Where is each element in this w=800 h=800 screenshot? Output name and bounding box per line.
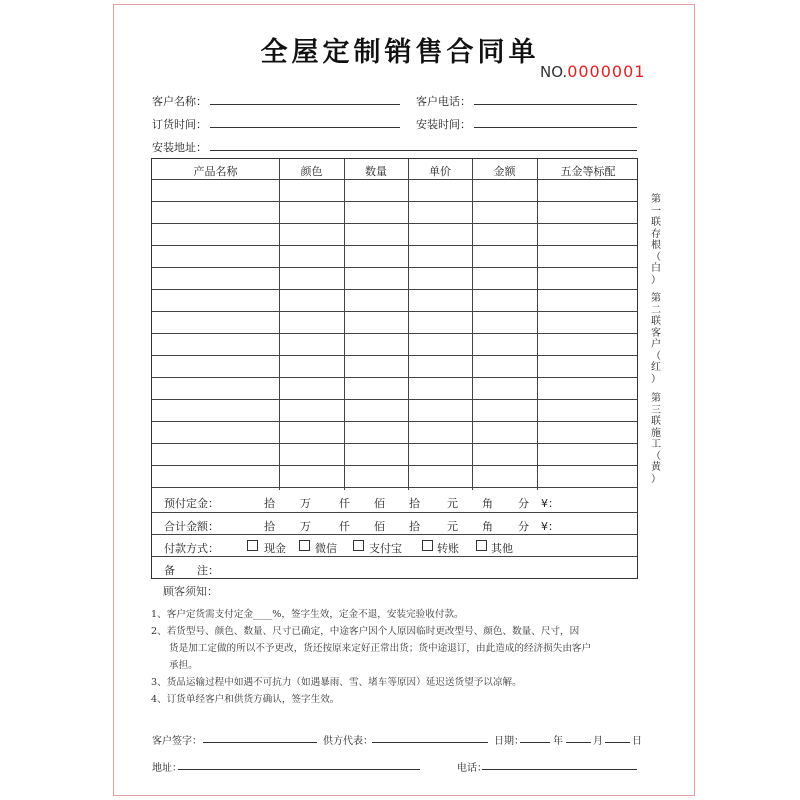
row-line: [152, 534, 637, 535]
amount-unit: 分: [518, 497, 529, 510]
amount-unit: 拾: [409, 520, 420, 533]
customer-phone-field[interactable]: [474, 104, 637, 105]
row-line: [152, 333, 637, 334]
row-line: [152, 289, 637, 290]
side-label-char: 红: [651, 362, 661, 373]
date-month-label: 月: [593, 736, 603, 747]
side-label-char: （: [651, 450, 661, 462]
row-line: [152, 377, 637, 378]
row-line: [152, 311, 637, 312]
amount-unit: ¥：: [541, 497, 559, 510]
amount-unit: 元: [447, 497, 458, 510]
side-label-char: ）: [651, 373, 661, 385]
serial-number: [540, 62, 645, 81]
side-label-char: 一: [651, 205, 661, 217]
serial-value: 0000001: [567, 62, 646, 81]
checkbox-wechat[interactable]: [299, 540, 310, 551]
install-time-field[interactable]: [474, 127, 637, 128]
side-label-char: （: [651, 350, 661, 362]
col-divider: [472, 159, 473, 490]
row-line: [152, 512, 637, 513]
row-line: [152, 421, 637, 422]
page-title: 全屋定制销售合同单: [260, 37, 540, 68]
order-table: [151, 158, 638, 579]
header-product-name: 产品名称: [193, 165, 238, 178]
install-address-label: 安装地址：: [152, 141, 207, 154]
date-label: 日期：: [494, 736, 524, 747]
amount-unit: 拾: [264, 497, 275, 510]
copy-label-customer: [650, 293, 662, 385]
customer-notice: [151, 583, 641, 708]
side-label-char: 第: [651, 194, 661, 205]
header-unit-price: 单价: [429, 165, 451, 178]
row-line: [152, 443, 637, 444]
amount-unit: 角: [482, 520, 493, 533]
notice-item-2-line2: 货是加工定做的所以不予更改，货还按原来定好正常出货；货中途退订，由此造成的经济损失由客户: [169, 643, 592, 654]
row-line: [152, 245, 637, 246]
payment-option-wechat: 微信: [315, 542, 337, 555]
side-label-char: 第: [651, 293, 661, 304]
row-line: [152, 223, 637, 224]
row-line: [152, 556, 637, 557]
copy-label-construction: [650, 393, 662, 485]
date-year-label: 年: [553, 736, 563, 747]
notice-item-2: 2、若货型号、颜色、数量、尺寸已确定，中途客户因个人原因临时更改型号、颜色、数量、尺寸，因: [151, 626, 580, 637]
copy-label-stub: [650, 194, 662, 286]
customer-sign-field[interactable]: [203, 742, 317, 743]
payment-option-alipay: 支付宝: [369, 542, 402, 555]
side-label-char: 联: [651, 316, 661, 327]
side-label-char: 第: [651, 393, 661, 404]
row-line: [152, 201, 637, 202]
side-label-char: 三: [651, 404, 661, 416]
payment-option-other: 其他: [491, 542, 513, 555]
side-label-char: 户: [651, 339, 661, 350]
customer-phone-label: 客户电话：: [416, 95, 471, 108]
row-line: [152, 179, 637, 180]
serial-prefix: NO.: [540, 63, 568, 81]
checkbox-alipay[interactable]: [353, 540, 364, 551]
header-color: 颜色: [300, 165, 323, 178]
amount-unit: 拾: [409, 497, 420, 510]
side-label-char: 施: [651, 427, 661, 439]
date-year-field[interactable]: [520, 742, 550, 743]
deposit-label: 预付定金：: [164, 497, 219, 510]
notice-item-2-cont: [151, 640, 641, 657]
date-month-field[interactable]: [566, 742, 591, 743]
side-label-char: 白: [651, 263, 661, 274]
order-time-label: 订货时间：: [152, 118, 207, 131]
side-label-char: 二: [651, 304, 661, 316]
amount-unit: 佰: [374, 497, 385, 510]
header-quantity: 数量: [365, 165, 387, 178]
payment-label: 付款方式：: [164, 542, 219, 555]
side-label-char: ）: [651, 274, 661, 286]
copy-label-construction-text: [650, 393, 662, 485]
amount-unit: 仟: [339, 497, 350, 510]
supplier-rep-label: 供方代表：: [323, 736, 373, 747]
amount-unit: 万: [300, 520, 311, 533]
amount-unit: 仟: [339, 520, 350, 533]
amount-unit: ¥：: [541, 520, 559, 533]
row-line: [152, 267, 637, 268]
date-day-field[interactable]: [605, 742, 630, 743]
side-label-char: （: [651, 251, 661, 263]
side-label-char: 联: [651, 416, 661, 427]
side-label-char: 联: [651, 217, 661, 228]
supplier-rep-field[interactable]: [372, 742, 488, 743]
order-time-field[interactable]: [210, 127, 400, 128]
remark-label: 备 注：: [164, 564, 219, 577]
customer-name-label: 客户名称：: [152, 95, 207, 108]
row-line: [152, 399, 637, 400]
customer-name-field[interactable]: [210, 104, 400, 105]
checkbox-other[interactable]: [476, 540, 487, 551]
checkbox-cash[interactable]: [247, 540, 258, 551]
address-label: 地址：: [152, 763, 182, 774]
copy-label-stub-text: [650, 194, 662, 286]
side-label-char: 黄: [651, 462, 661, 473]
payment-option-cash: 现金: [264, 542, 286, 555]
total-label: 合计金额：: [164, 520, 219, 533]
notice-item-3: 3、货品运输过程中如遇不可抗力（如遇暴雨、雪、堵车等原因）延迟送货望予以凉解。: [151, 677, 522, 688]
payment-option-transfer: 转账: [437, 542, 459, 555]
side-label-char: 根: [651, 240, 661, 251]
amount-unit: 万: [300, 497, 311, 510]
phone-label: 电话：: [457, 763, 487, 774]
side-label-char: 存: [651, 228, 661, 240]
side-label-char: 工: [651, 439, 661, 450]
amount-unit: 元: [447, 520, 458, 533]
amount-unit: 佰: [374, 520, 385, 533]
header-hardware: 五金等标配: [560, 165, 616, 178]
notice-heading: 顾客须知：: [163, 585, 218, 598]
install-address-field[interactable]: [210, 150, 637, 151]
notice-item-4: 4、订货单经客户和供货方确认，签字生效。: [151, 694, 340, 705]
notice-item-2-end: [151, 657, 641, 674]
date-day-label: 日: [632, 736, 642, 747]
header-amount: 金额: [493, 165, 516, 178]
col-divider: [537, 159, 538, 490]
col-divider: [279, 159, 280, 490]
install-time-label: 安装时间：: [416, 118, 471, 131]
customer-sign-label: 客户签字：: [152, 736, 202, 747]
row-line: [152, 355, 637, 356]
address-field[interactable]: [178, 769, 420, 770]
col-divider: [408, 159, 409, 490]
amount-unit: 角: [482, 497, 493, 510]
side-label-char: 客: [651, 327, 661, 339]
notice-item-2-line3: 承担。: [169, 660, 198, 671]
side-label-char: ）: [651, 473, 661, 485]
copy-label-customer-text: [650, 293, 662, 385]
phone-field[interactable]: [482, 769, 637, 770]
amount-unit: 拾: [264, 520, 275, 533]
col-divider: [344, 159, 345, 490]
row-line: [152, 487, 637, 488]
notice-item-1: 1、客户定货需支付定金____%，签字生效，定金不退，安装完验收付款。: [151, 609, 464, 620]
amount-unit: 分: [518, 520, 529, 533]
checkbox-transfer[interactable]: [422, 540, 433, 551]
row-line: [152, 465, 637, 466]
